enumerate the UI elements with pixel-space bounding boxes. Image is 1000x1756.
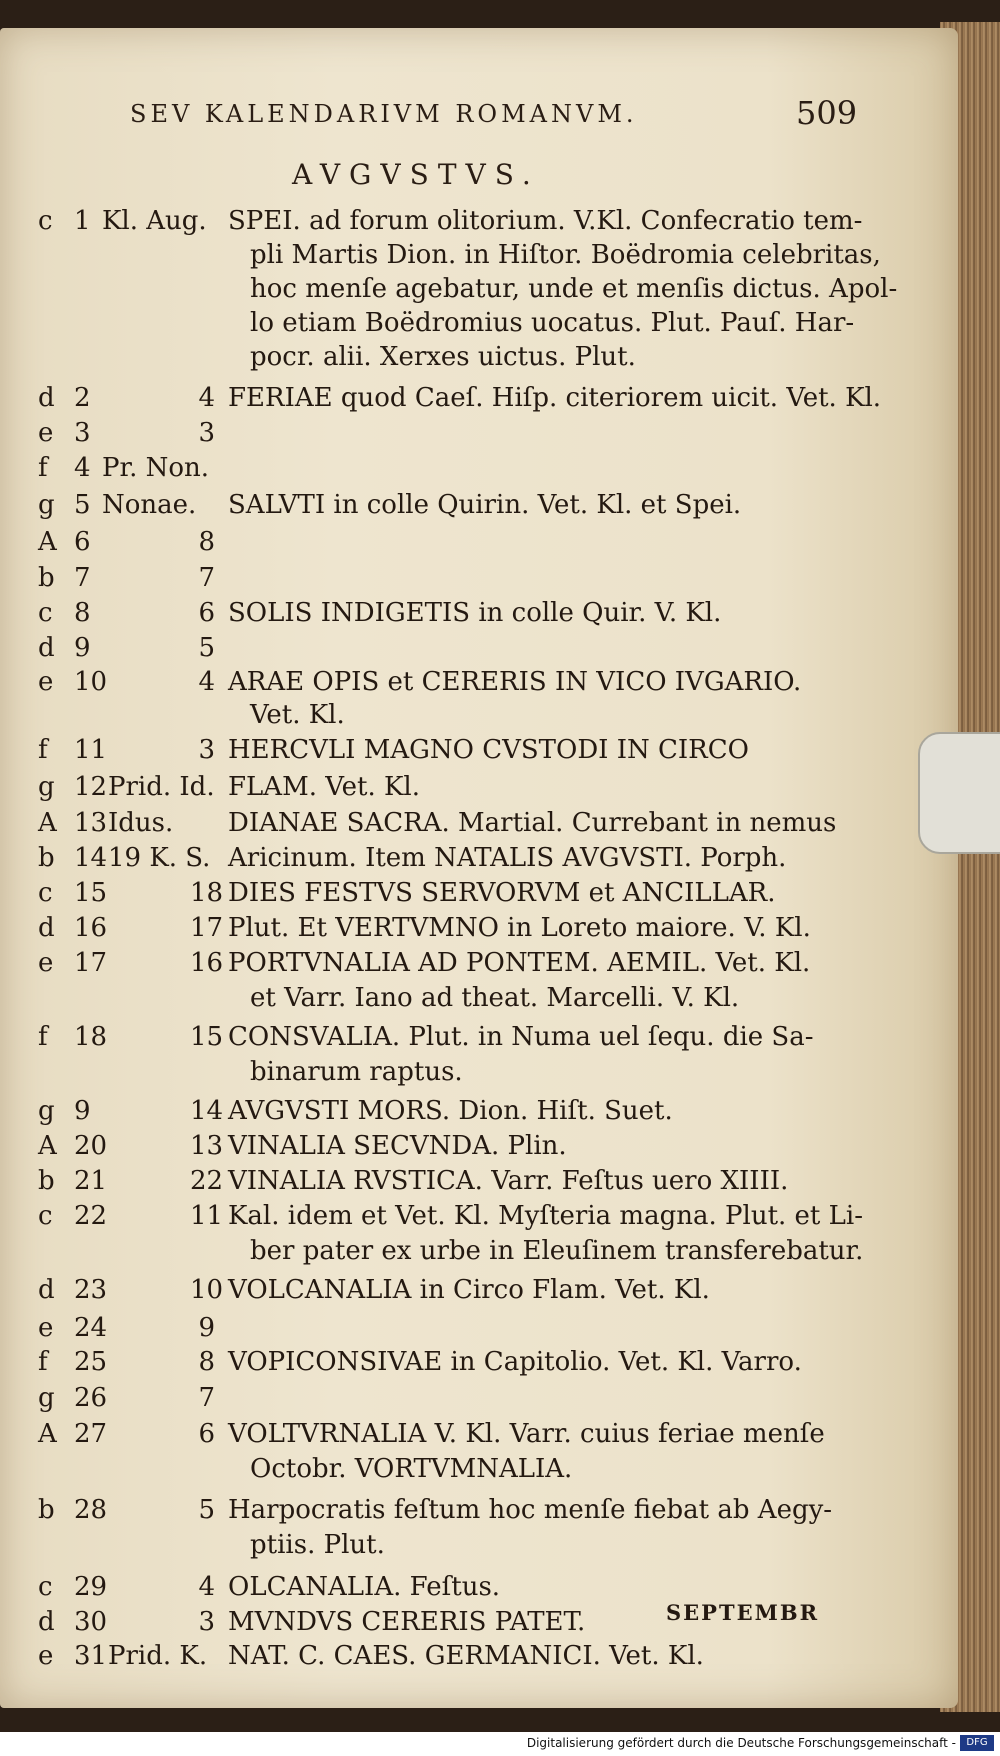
day-of-month: 28 <box>74 1495 108 1525</box>
entry-text: VOLCANALIA in Circo Flam. Vet. Kl. <box>228 1275 710 1305</box>
entry-text-continued: pocr. alii. Xerxes uictus. Plut. <box>250 342 636 372</box>
calendar-row <box>0 598 930 632</box>
calendar-row <box>0 383 930 417</box>
day-of-month: 8 <box>74 598 91 628</box>
entry-text: FERIAE quod Caeſ. Hiſp. citeriorem uicit. Vet. Kl. <box>228 383 882 413</box>
entry-text-continued: et Varr. Iano ad theat. Marcelli. V. Kl. <box>250 983 740 1013</box>
dominical-letter: g <box>38 490 55 520</box>
entry-text-continued: ptiis. Plut. <box>250 1530 385 1560</box>
entry-text: HERCVLI MAGNO CVSTODI IN CIRCO <box>228 735 749 765</box>
day-of-month: 30 <box>74 1607 108 1637</box>
day-of-month: 7 <box>74 563 91 593</box>
dominical-letter: A <box>38 1131 57 1161</box>
dominical-letter: c <box>38 878 53 908</box>
day-of-month: 4 <box>74 453 91 483</box>
day-of-month: 26 <box>74 1383 108 1413</box>
entry-text: SALVTI in colle Quirin. Vet. Kl. et Spei. <box>228 490 742 520</box>
entry-text: CONSVALIA. Plut. in Numa uel ſequ. die Sa- <box>228 1022 814 1052</box>
days-before-count: 15 <box>190 1022 224 1052</box>
entry-text: OLCANALIA. Feſtus. <box>228 1572 501 1602</box>
dfg-logo: DFG <box>960 1735 994 1751</box>
day-of-month: 10 <box>74 667 108 697</box>
days-before-count: 11 <box>190 1201 224 1231</box>
day-of-month: 29 <box>74 1572 108 1602</box>
calendar-row <box>0 633 930 667</box>
entry-text: NAT. C. CAES. GERMANICI. Vet. Kl. <box>228 1641 704 1671</box>
day-of-month: 25 <box>74 1347 108 1377</box>
dominical-letter: d <box>38 1607 55 1637</box>
roman-date-marker: 19 K. S. <box>108 843 211 873</box>
calendar-row <box>0 490 930 524</box>
entry-text: DIANAE SACRA. Martial. Currebant in nemus <box>228 808 837 838</box>
days-before-count: 4 <box>198 1572 215 1602</box>
dominical-letter: g <box>38 772 55 802</box>
roman-date-marker: Pr. Non. <box>102 453 210 483</box>
day-of-month: 13 <box>74 808 108 838</box>
days-before-count: 13 <box>190 1131 224 1161</box>
entry-text-continued: Vet. Kl. <box>250 700 345 730</box>
entry-text: VINALIA SECVNDA. Plin. <box>228 1131 567 1161</box>
calendar-row <box>0 667 930 701</box>
day-of-month: 5 <box>74 490 91 520</box>
entry-text: Plut. Et VERTVMNO in Loreto maiore. V. Kl. <box>228 913 811 943</box>
dominical-letter: c <box>38 1572 53 1602</box>
dominical-letter: f <box>38 1347 48 1377</box>
days-before-count: 3 <box>198 735 215 765</box>
entry-text: MVNDVS CERERIS PATET. <box>228 1607 586 1637</box>
dominical-letter: d <box>38 633 55 663</box>
day-of-month: 24 <box>74 1313 108 1343</box>
day-of-month: 27 <box>74 1419 108 1449</box>
entry-continuation <box>0 700 930 734</box>
dominical-letter: e <box>38 948 54 978</box>
days-before-count: 22 <box>190 1166 224 1196</box>
day-of-month: 15 <box>74 878 108 908</box>
dominical-letter: A <box>38 527 57 557</box>
entry-continuation <box>0 983 930 1017</box>
day-of-month: 31 <box>74 1641 108 1671</box>
entry-continuation <box>0 342 930 376</box>
entry-text: Aricinum. Item NATALIS AVGVSTI. Porph. <box>228 843 787 873</box>
calendar-row <box>0 1275 930 1309</box>
dominical-letter: b <box>38 1166 55 1196</box>
days-before-count: 10 <box>190 1275 224 1305</box>
entry-continuation <box>0 1057 930 1091</box>
day-of-month: 9 <box>74 633 91 663</box>
days-before-count: 16 <box>190 948 224 978</box>
roman-date-marker: Nonae. <box>102 490 197 520</box>
day-of-month: 11 <box>74 735 108 765</box>
catchword: SEPTEMBR <box>666 1600 820 1625</box>
entry-text-continued: pli Martis Dion. in Hiſtor. Boëdromia celebritas, <box>250 240 881 270</box>
entry-text-continued: ber pater ex urbe in Eleuſinem transferebatur. <box>250 1236 864 1266</box>
day-of-month: 2 <box>74 383 91 413</box>
days-before-count: 5 <box>198 633 215 663</box>
calendar-row <box>0 1201 930 1235</box>
entry-text: AVGVSTI MORS. Dion. Hiſt. Suet. <box>228 1096 673 1126</box>
dominical-letter: f <box>38 453 48 483</box>
entry-text: VINALIA RVSTICA. Varr. Feſtus uero XIIII. <box>228 1166 789 1196</box>
days-before-count: 4 <box>198 667 215 697</box>
dominical-letter: d <box>38 913 55 943</box>
entry-continuation <box>0 240 930 274</box>
day-of-month: 1 <box>74 206 91 236</box>
days-before-count: 8 <box>198 527 215 557</box>
entry-continuation <box>0 274 930 308</box>
calendar-row <box>0 948 930 982</box>
day-of-month: 23 <box>74 1275 108 1305</box>
day-of-month: 21 <box>74 1166 108 1196</box>
calendar-row <box>0 418 930 452</box>
dominical-letter: d <box>38 1275 55 1305</box>
days-before-count: 3 <box>198 418 215 448</box>
entry-text: Kal. idem et Vet. Kl. Myſteria magna. Plut. et Li- <box>228 1201 864 1231</box>
day-of-month: 18 <box>74 1022 108 1052</box>
dominical-letter: e <box>38 667 54 697</box>
entry-continuation <box>0 1236 930 1270</box>
roman-date-marker: Kl. Aug. <box>102 206 207 236</box>
entry-text: VOLTVRNALIA V. Kl. Varr. cuius feriae menſe <box>228 1419 825 1449</box>
calendar-row <box>0 1641 930 1675</box>
entry-text: ARAE OPIS et CERERIS IN VICO IVGARIO. <box>228 667 802 697</box>
calendar-row <box>0 1022 930 1056</box>
calendar-row <box>0 808 930 842</box>
days-before-count: 6 <box>198 1419 215 1449</box>
day-of-month: 12 <box>74 772 108 802</box>
calendar-row <box>0 206 930 240</box>
page-number: 509 <box>796 94 858 132</box>
dominical-letter: d <box>38 383 55 413</box>
day-of-month: 20 <box>74 1131 108 1161</box>
dominical-letter: f <box>38 735 48 765</box>
day-of-month: 9 <box>74 1096 91 1126</box>
days-before-count: 3 <box>198 1607 215 1637</box>
days-before-count: 14 <box>190 1096 224 1126</box>
page-tab-marker <box>918 732 1000 854</box>
calendar-row <box>0 1096 930 1130</box>
entry-continuation <box>0 1454 930 1488</box>
calendar-row <box>0 1383 930 1417</box>
dominical-letter: e <box>38 1641 54 1671</box>
month-title: AVGVSTVS. <box>292 158 540 191</box>
calendar-row <box>0 913 930 947</box>
days-before-count: 6 <box>198 598 215 628</box>
days-before-count: 8 <box>198 1347 215 1377</box>
calendar-row <box>0 563 930 597</box>
entry-text-continued: binarum raptus. <box>250 1057 463 1087</box>
day-of-month: 6 <box>74 527 91 557</box>
day-of-month: 17 <box>74 948 108 978</box>
entry-text-continued: hoc menſe agebatur, unde et menſis dictus. Apol- <box>250 274 898 304</box>
calendar-row <box>0 1347 930 1381</box>
days-before-count: 4 <box>198 383 215 413</box>
days-before-count: 5 <box>198 1495 215 1525</box>
dominical-letter: g <box>38 1383 55 1413</box>
entry-text: DIES FESTVS SERVORVM et ANCILLAR. <box>228 878 776 908</box>
calendar-row <box>0 1419 930 1453</box>
calendar-row <box>0 843 930 877</box>
dominical-letter: b <box>38 1495 55 1525</box>
calendar-row <box>0 735 930 769</box>
dominical-letter: f <box>38 1022 48 1052</box>
dominical-letter: c <box>38 598 53 628</box>
dominical-letter: c <box>38 1201 53 1231</box>
digitization-footer <box>0 1732 1000 1756</box>
days-before-count: 9 <box>198 1313 215 1343</box>
dominical-letter: A <box>38 808 57 838</box>
days-before-count: 18 <box>190 878 224 908</box>
days-before-count: 7 <box>198 1383 215 1413</box>
footer-credit: Digitalisierung gefördert durch die Deutsche Forschungsgemeinschaft - <box>526 1736 956 1750</box>
calendar-row <box>0 1313 930 1347</box>
entry-text: SOLIS INDIGETIS in colle Quir. V. Kl. <box>228 598 722 628</box>
calendar-row <box>0 1495 930 1529</box>
entry-continuation <box>0 1530 930 1564</box>
calendar-row <box>0 878 930 912</box>
entry-text: VOPICONSIVAE in Capitolio. Vet. Kl. Varro. <box>228 1347 802 1377</box>
days-before-count: 17 <box>190 913 224 943</box>
day-of-month: 22 <box>74 1201 108 1231</box>
entry-text-continued: Octobr. VORTVMNALIA. <box>250 1454 573 1484</box>
calendar-row <box>0 527 930 561</box>
day-of-month: 14 <box>74 843 108 873</box>
entry-text-continued: lo etiam Boëdromius uocatus. Plut. Pauſ. Har- <box>250 308 855 338</box>
dominical-letter: e <box>38 1313 54 1343</box>
dominical-letter: g <box>38 1096 55 1126</box>
entry-continuation <box>0 308 930 342</box>
calendar-row <box>0 1131 930 1165</box>
roman-date-marker: Prid. Id. <box>108 772 215 802</box>
entry-text: FLAM. Vet. Kl. <box>228 772 420 802</box>
calendar-row <box>0 1166 930 1200</box>
roman-date-marker: Idus. <box>108 808 174 838</box>
roman-date-marker: Prid. K. <box>108 1641 208 1671</box>
dominical-letter: b <box>38 563 55 593</box>
dominical-letter: A <box>38 1419 57 1449</box>
days-before-count: 7 <box>198 563 215 593</box>
dominical-letter: c <box>38 206 53 236</box>
calendar-row <box>0 772 930 806</box>
entry-text: Harpocratis feſtum hoc menſe fiebat ab Aegy- <box>228 1495 833 1525</box>
entry-text: SPEI. ad forum olitorium. V.Kl. Confecratio tem- <box>228 206 863 236</box>
dominical-letter: e <box>38 418 54 448</box>
running-head: SEV KALENDARIVM ROMANVM. <box>130 100 638 128</box>
calendar-row <box>0 453 930 487</box>
entry-text: PORTVNALIA AD PONTEM. AEMIL. Vet. Kl. <box>228 948 811 978</box>
dominical-letter: b <box>38 843 55 873</box>
day-of-month: 3 <box>74 418 91 448</box>
day-of-month: 16 <box>74 913 108 943</box>
